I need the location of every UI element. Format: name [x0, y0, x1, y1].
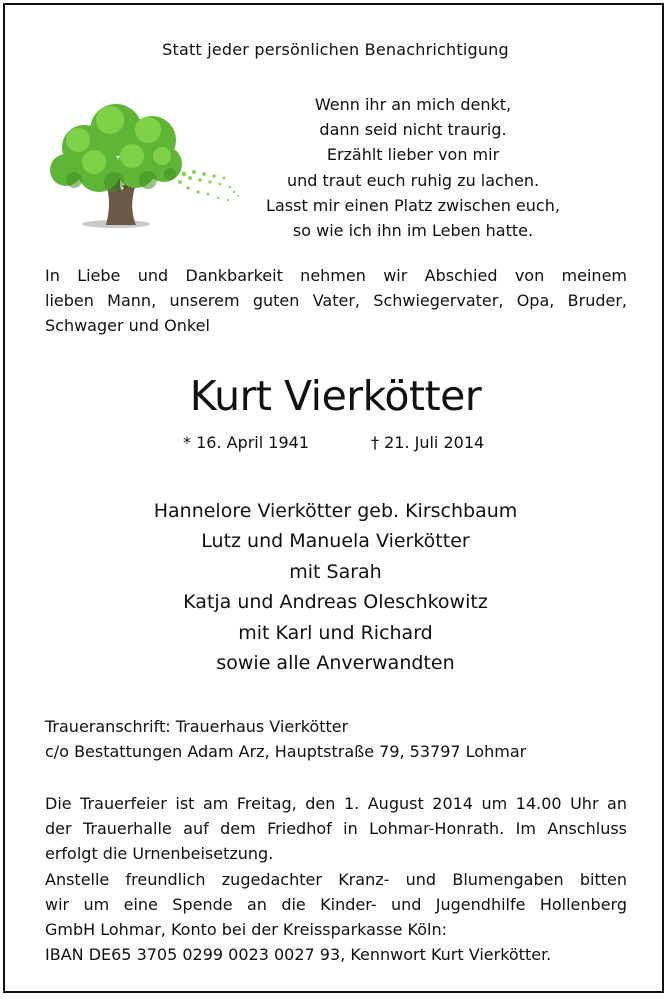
family-list	[0, 496, 671, 678]
family-line: Katja und Andreas Oleschkowitz	[183, 591, 488, 613]
family-line: Hannelore Vierkötter geb. Kirschbaum	[153, 500, 518, 522]
poem	[240, 92, 586, 243]
intro-line: lieben Mann, unserem guten Vater, Schwiegervater, Opa, Bruder,	[45, 291, 627, 310]
donation-line: Anstelle freundlich zugedachter Kranz- und Blumengaben bitten	[45, 870, 627, 889]
deceased-name: Kurt Vierkötter	[189, 372, 482, 420]
poem-line: und traut euch ruhig zu lachen.	[286, 170, 540, 190]
family-line: mit Karl und Richard	[238, 622, 433, 644]
address-line: c/o Bestattungen Adam Arz, Hauptstraße 79, 53797 Lohmar	[45, 742, 527, 761]
family-line: Lutz und Manuela Vierkötter	[201, 530, 470, 552]
notice-heading: Statt jeder persönlichen Benachrichtigung	[162, 40, 509, 59]
donation-line: wir um eine Spende an die Kinder- und Jugendhilfe Hollenberg	[45, 895, 627, 914]
ceremony-line: der Trauerhalle auf dem Friedhof in Lohmar-Honrath. Im Anschluss	[45, 819, 627, 838]
family-line: mit Sarah	[289, 561, 382, 583]
family-line: sowie alle Anverwandten	[216, 652, 455, 674]
death-date: † 21. Juli 2014	[371, 433, 485, 452]
ceremony-line: Die Trauerfeier ist am Freitag, den 1. August 2014 um 14.00 Uhr an	[45, 794, 627, 813]
mourning-address	[45, 714, 526, 764]
poem-line: so wie ich ihn im Leben hatte.	[292, 221, 534, 241]
donation-line: IBAN DE65 3705 0299 0023 0027 93, Kennwort Kurt Vierkötter.	[45, 945, 552, 964]
ceremony-paragraph	[45, 791, 627, 866]
intro-line: In Liebe und Dankbarkeit nehmen wir Abschied von meinem	[45, 266, 627, 285]
poem-line: Lasst mir einen Platz zwischen euch,	[266, 195, 560, 215]
poem-line: dann seid nicht traurig.	[319, 120, 507, 140]
birth-date: * 16. April 1941	[183, 433, 309, 452]
intro-line: Schwager und Onkel	[45, 316, 210, 335]
donation-paragraph	[45, 867, 627, 967]
poem-line: Erzählt lieber von mir	[326, 145, 500, 165]
ceremony-line: erfolgt die Urnenbeisetzung.	[45, 844, 274, 863]
donation-line: GmbH Lohmar, Konto bei der Kreissparkasse Köln:	[45, 920, 447, 939]
poem-line: Wenn ihr an mich denkt,	[314, 95, 512, 114]
intro-paragraph	[45, 263, 627, 338]
address-line: Traueranschrift: Trauerhaus Vierkötter	[45, 717, 349, 736]
tree-icon	[44, 92, 244, 232]
